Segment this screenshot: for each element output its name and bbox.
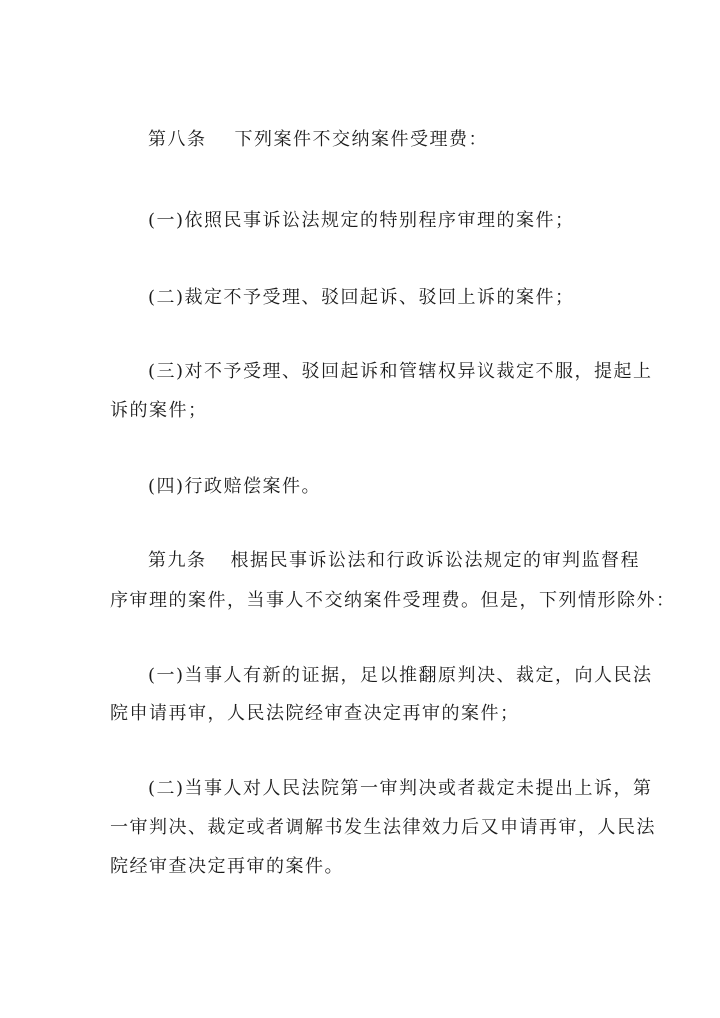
article-9-item-2-cont-2: 院经审查决定再审的案件。 (110, 856, 344, 877)
article-9-item-2-cont-1: 一审判决、裁定或者调解书发生法律效力后又申请再审，人民法 (110, 817, 656, 838)
article-8-item-2: (二)裁定不予受理、驳回起诉、驳回上诉的案件； (148, 287, 575, 308)
article-9-item-1: (一)当事人有新的证据，足以推翻原判决、裁定，向人民法 (148, 665, 653, 686)
article-9-text-1: 根据民事诉讼法和行政诉讼法规定的审判监督程 (230, 550, 640, 571)
article-9-text-2: 序审理的案件，当事人不交纳案件受理费。但是，下列情形除外： (110, 590, 676, 611)
article-9-line (148, 549, 668, 573)
article-9-item-2: (二)当事人对人民法院第一审判决或者裁定未提出上诉，第 (148, 778, 653, 799)
article-8-line (148, 128, 668, 152)
article-8-item-4: (四)行政赔偿案件。 (148, 476, 322, 497)
article-8-item-3: (三)对不予受理、驳回起诉和管辖权异议裁定不服，提起上 (148, 361, 653, 382)
article-8-item-1: (一)依照民事诉讼法规定的特别程序审理的案件； (148, 210, 575, 231)
article-9-heading: 第九条 (148, 550, 207, 571)
article-9-item-1-cont: 院申请再审，人民法院经审查决定再审的案件； (110, 703, 520, 724)
article-8-text: 下列案件不交纳案件受理费： (234, 129, 488, 150)
article-8-item-3-cont: 诉的案件； (110, 400, 208, 421)
article-8-heading: 第八条 (148, 129, 207, 150)
